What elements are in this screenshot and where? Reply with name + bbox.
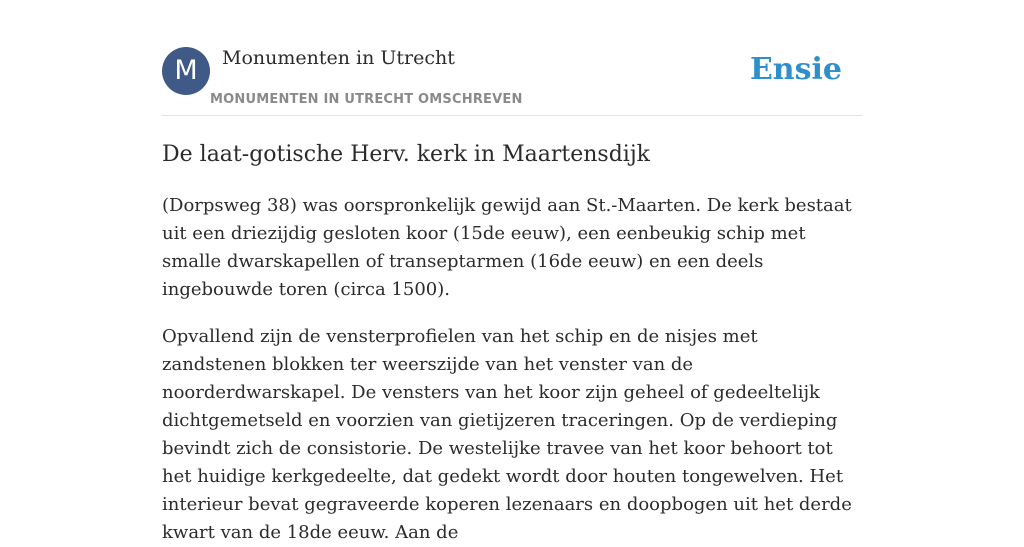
site-subtitle: MONUMENTEN IN UTRECHT OMSCHREVEN <box>210 92 523 107</box>
avatar[interactable]: M <box>162 47 210 95</box>
header-divider <box>162 115 862 116</box>
article <box>162 140 862 547</box>
ensie-logo[interactable]: Ensie <box>749 52 842 87</box>
site-title[interactable]: Monumenten in Utrecht <box>222 47 455 69</box>
article-title: De laat-gotische Herv. kerk in Maartensdijk <box>162 142 650 167</box>
article-paragraph: Opvallend zijn de vensterprofielen van het schip en de nisjes met zandstenen blokken ter weerszijde van het venster van de noorderdwarskapel. De vensters van het koor zijn geheel of gedeeltelijk dichtgemetseld en voorzien van gietijzeren traceringen. Op de verdieping bevindt zich de consistorie. De westelijke travee van het koor behoort tot het huidige kerkgedeelte, dat gedekt wordt door houten tongewelven. Het interieur bevat gegraveerde koperen lezenaars en doopbogen uit het derde kwart van de 18de eeuw. Aan de <box>162 326 852 543</box>
site-header <box>162 46 862 116</box>
article-paragraph: (Dorpsweg 38) was oorspronkelijk gewijd aan St.-Maarten. De kerk bestaat uit een driezijdig gesloten koor (15de eeuw), een eenbeukig schip met smalle dwarskapellen of transeptarmen (16de eeuw) en een deels ingebouwde toren (circa 1500). <box>162 195 852 300</box>
